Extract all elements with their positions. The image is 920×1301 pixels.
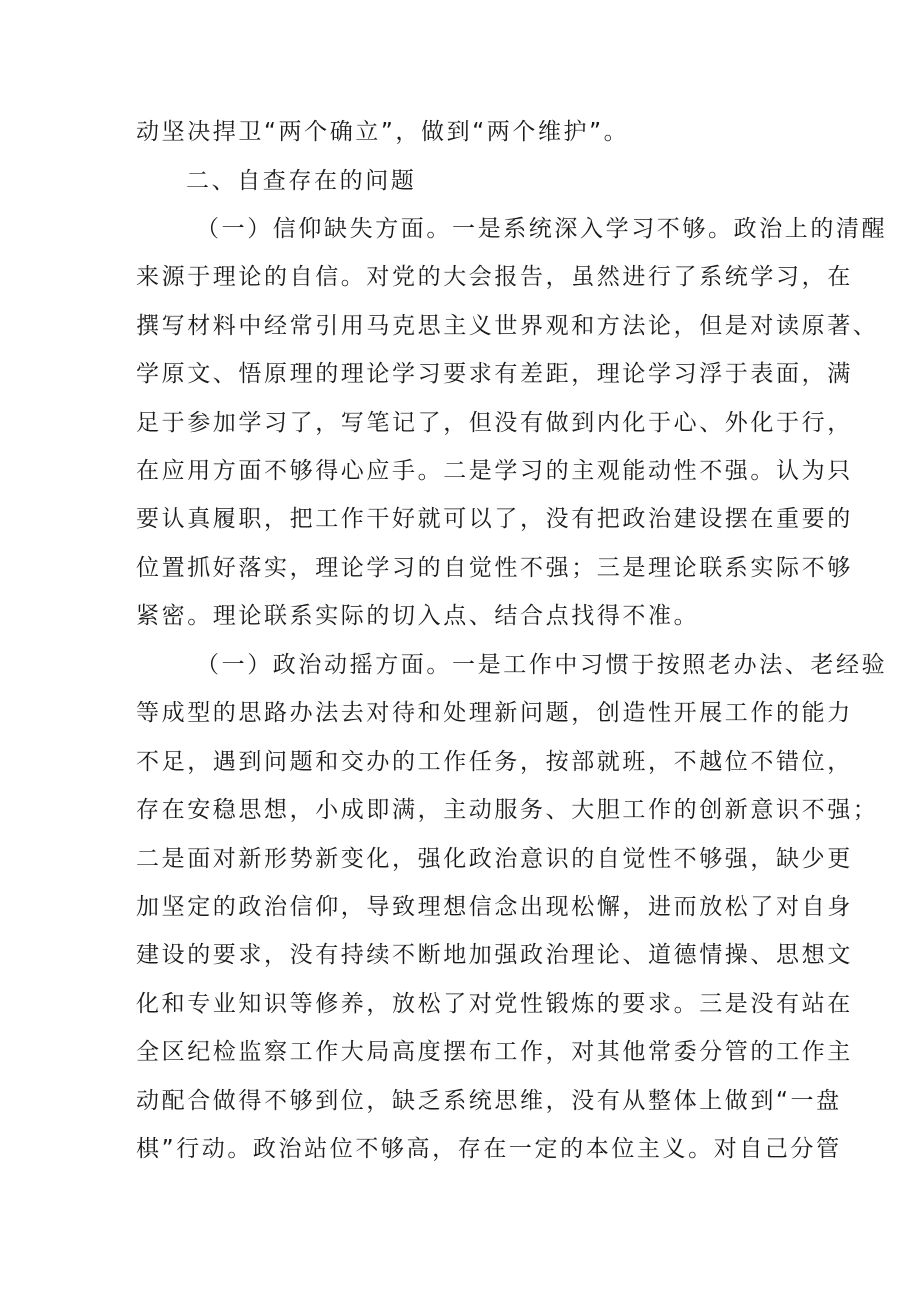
paragraph-line: 要认真履职，把工作干好就可以了，没有把政治建设摆在重要的 <box>136 506 853 532</box>
paragraph-line: 建设的要求，没有持续不断地加强政治理论、道德情操、思想文 <box>136 942 853 968</box>
paragraph-line: 动坚决捍卫“两个确立”，做到“两个维护”。 <box>136 119 630 145</box>
paragraph-line: 存在安稳思想，小成即满，主动服务、大胆工作的创新意识不强； <box>136 797 879 823</box>
paragraph-line: 位置抓好落实，理论学习的自觉性不强；三是理论联系实际不够 <box>136 555 853 581</box>
paragraph-line: 来源于理论的自信。对党的大会报告，虽然进行了系统学习，在 <box>136 264 853 290</box>
paragraph-line: 加坚定的政治信仰，导致理想信念出现松懈，进而放松了对自身 <box>136 894 853 920</box>
paragraph-line: 足于参加学习了，写笔记了，但没有做到内化于心、外化于行， <box>136 410 853 436</box>
paragraph-line: 二是面对新形势新变化，强化政治意识的自觉性不够强，缺少更 <box>136 846 853 872</box>
paragraph-line: 学原文、悟原理的理论学习要求有差距，理论学习浮于表面，满 <box>136 361 853 387</box>
paragraph-line: 撰写材料中经常引用马克思主义世界观和方法论，但是对读原著、 <box>136 313 879 339</box>
paragraph-line: 化和专业知识等修养，放松了对党性锻炼的要求。三是没有站在 <box>136 991 853 1017</box>
paragraph-line: 棋”行动。政治站位不够高，存在一定的本位主义。对自己分管 <box>136 1136 842 1162</box>
paragraph-line: （一）政治动摇方面。一是工作中习惯于按照老办法、老经验 <box>196 652 888 678</box>
paragraph-line: （一）信仰缺失方面。一是系统深入学习不够。政治上的清醒 <box>196 216 888 242</box>
paragraph-line: 动配合做得不够到位，缺乏系统思维，没有从整体上做到“一盘 <box>136 1088 842 1114</box>
paragraph-line: 全区纪检监察工作大局高度摆布工作，对其他常委分管的工作主 <box>136 1039 853 1065</box>
paragraph-line: 在应用方面不够得心应手。二是学习的主观能动性不强。认为只 <box>136 458 853 484</box>
paragraph-line: 紧密。理论联系实际的切入点、结合点找得不准。 <box>136 603 700 629</box>
paragraph-line: 不足，遇到问题和交办的工作任务，按部就班，不越位不错位， <box>136 749 853 775</box>
paragraph-line: 等成型的思路办法去对待和处理新问题，创造性开展工作的能力 <box>136 700 853 726</box>
section-heading: 二、自查存在的问题 <box>186 168 417 194</box>
